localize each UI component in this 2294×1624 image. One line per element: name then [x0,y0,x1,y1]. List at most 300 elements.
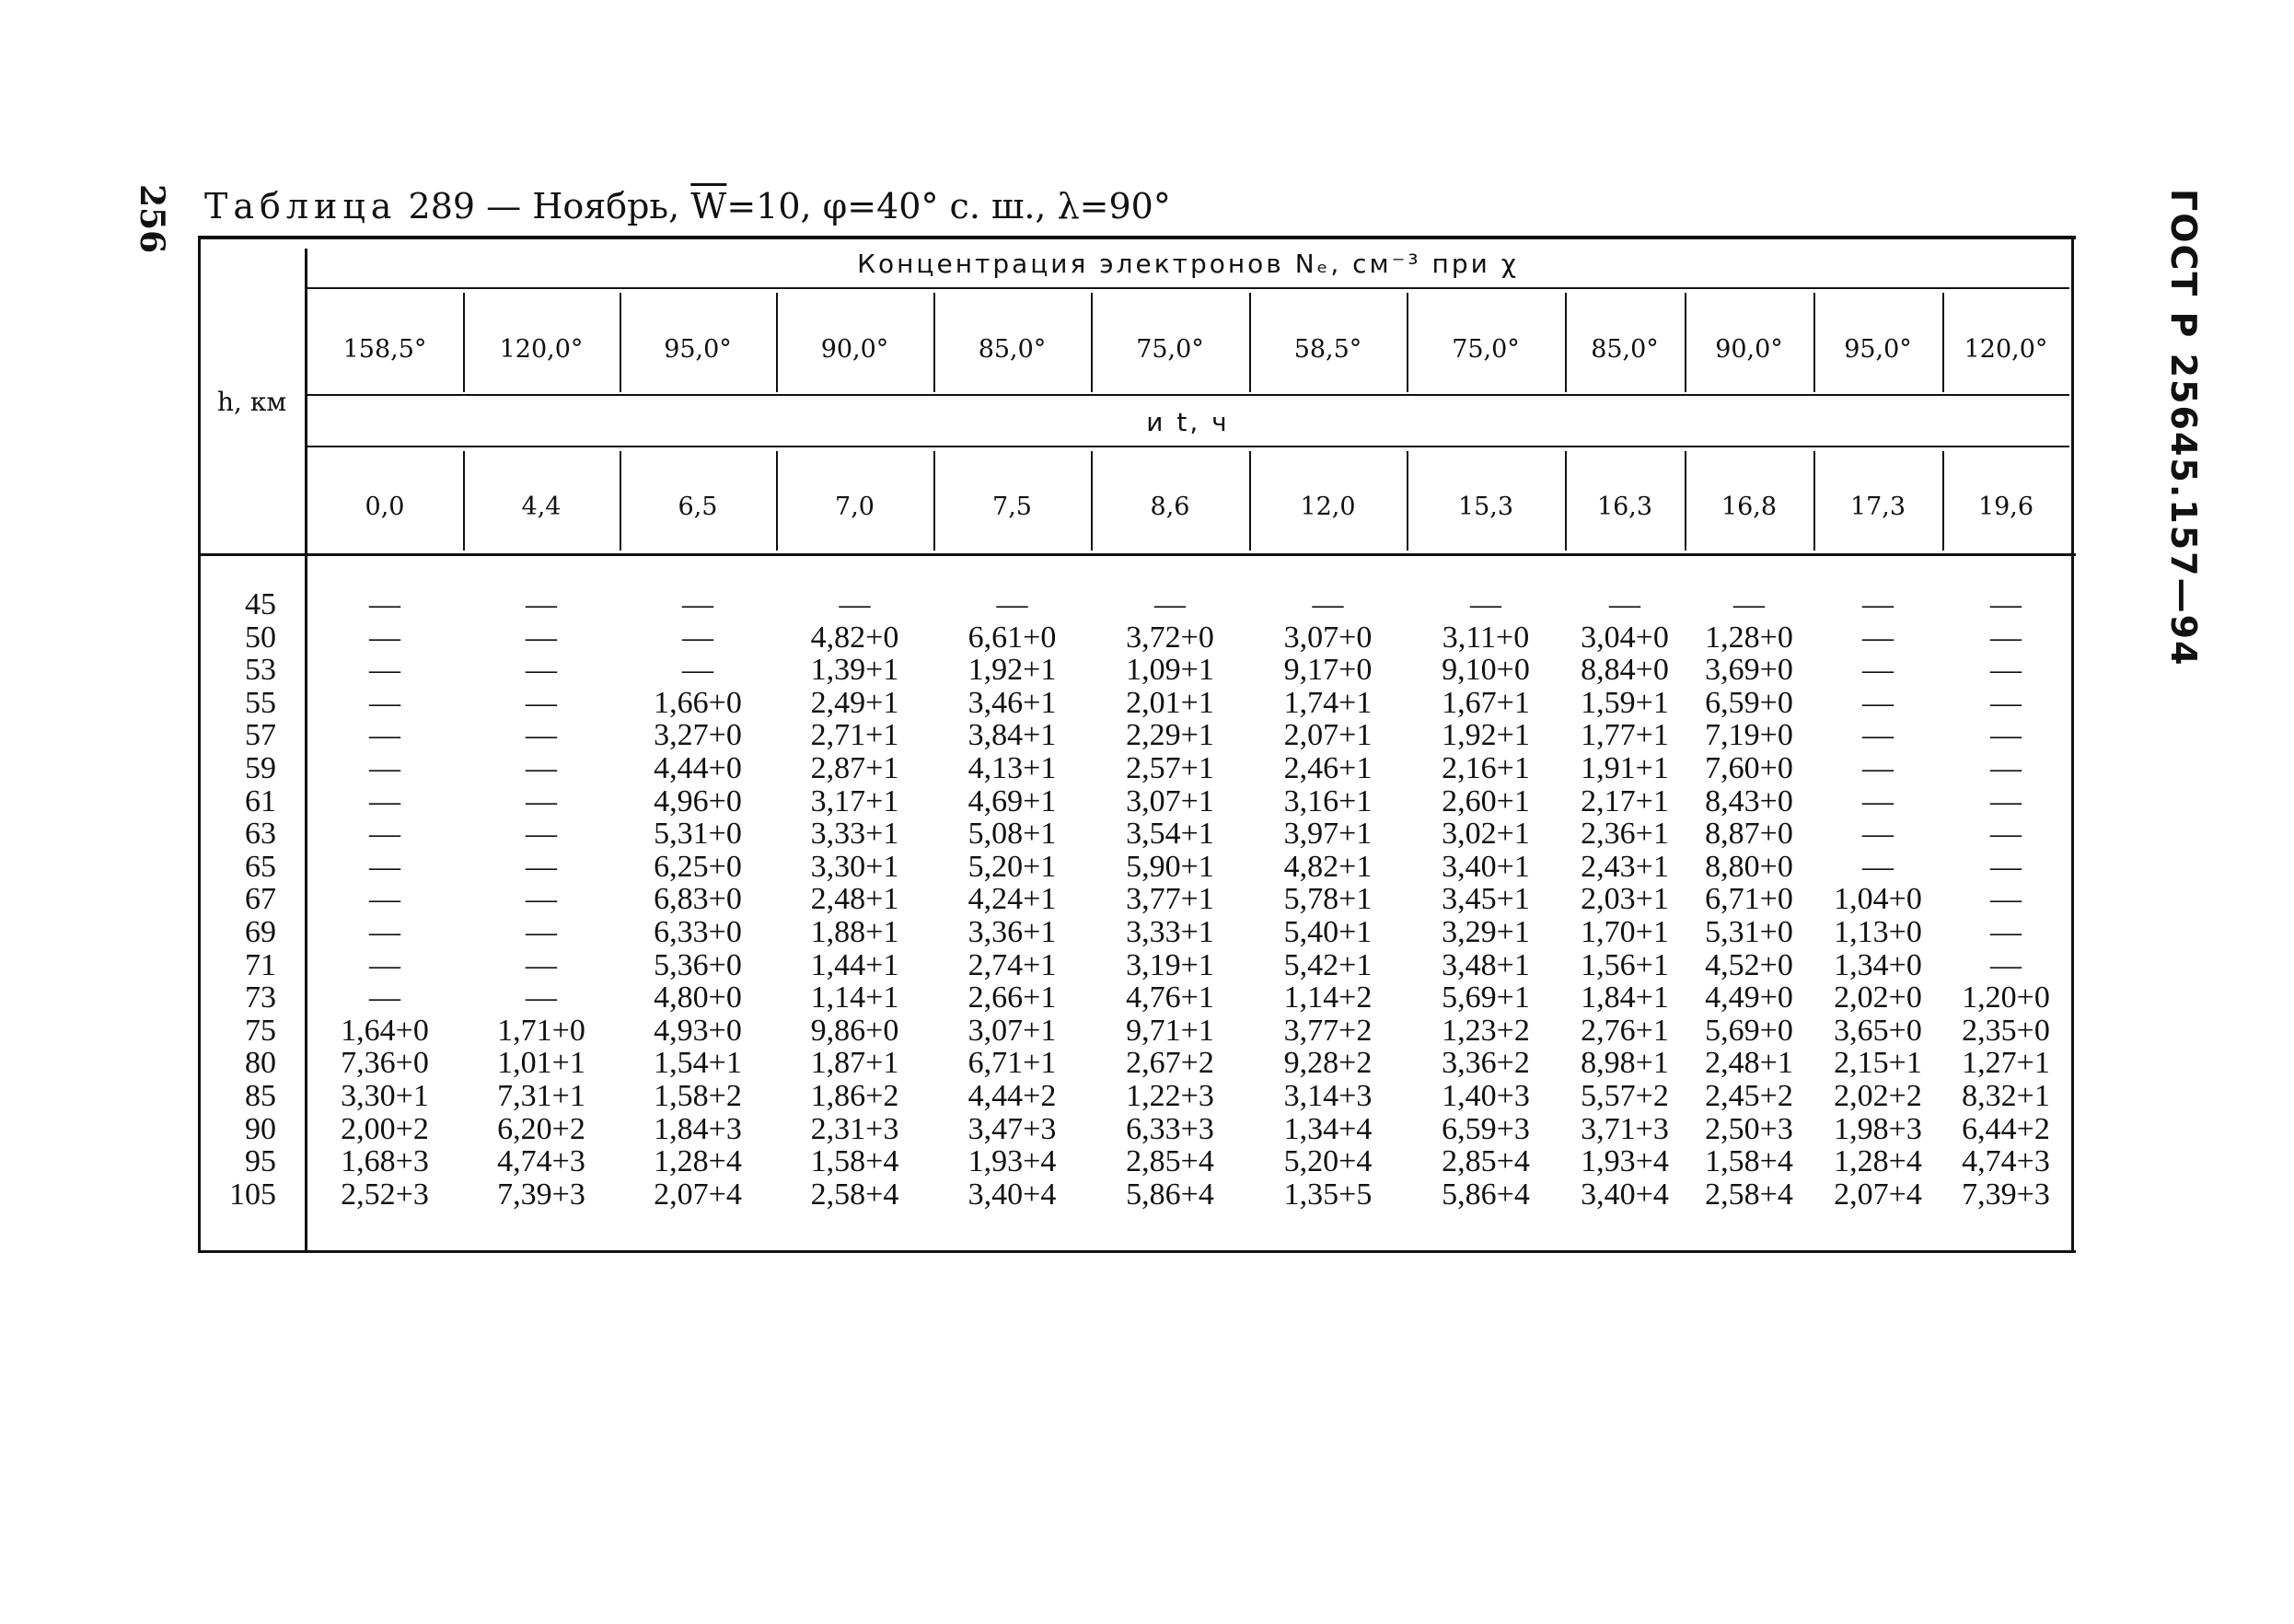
chi-header-cell: 95,0° [664,335,732,364]
value-cell: 2,49+1 [810,685,899,720]
t-header-cell: 7,0 [835,493,875,521]
value-cell: — [1312,587,1344,621]
value-cell: 1,04+0 [1834,882,1922,917]
value-cell: — [1862,620,1894,655]
value-cell: 2,50+3 [1705,1111,1793,1146]
value-cell: — [369,882,400,917]
value-cell: 5,31+0 [1705,915,1793,949]
value-cell: 3,07+1 [1126,783,1214,818]
value-cell: — [1470,587,1501,621]
value-cell: — [369,685,400,720]
value-cell: 2,35+0 [1962,1013,2050,1048]
value-cell: 2,58+4 [1705,1177,1793,1212]
value-cell: 1,28+4 [1834,1144,1922,1179]
value-cell: 6,25+0 [654,849,742,884]
value-cell: 1,54+1 [654,1046,742,1081]
value-cell: 3,30+1 [341,1079,429,1113]
t-header-cell: 4,4 [521,493,562,521]
chi-divider [776,293,778,392]
value-cell: 6,71+1 [967,1046,1057,1081]
height-cell: 63 [245,817,276,852]
value-cell: 5,90+1 [1126,849,1214,884]
value-cell: — [1990,882,2022,917]
chi-header-cell: 58,5° [1293,335,1362,364]
value-cell: 3,16+1 [1283,783,1373,818]
value-cell: 1,14+2 [1283,980,1373,1015]
value-cell: 1,44+1 [810,947,899,982]
value-cell: 5,36+0 [654,947,742,982]
value-cell: 8,80+0 [1705,849,1793,884]
t-header-cell: 19,6 [1977,493,2034,521]
value-cell: 3,48+1 [1442,947,1530,982]
value-cell: 5,31+0 [654,817,742,852]
value-cell: 3,77+2 [1283,1013,1373,1048]
t-divider [1407,451,1408,551]
chi-header-cell: 120,0° [499,335,584,364]
value-cell: — [682,620,713,655]
t-divider [933,451,935,551]
value-cell: 3,54+1 [1126,817,1214,852]
value-cell: 2,07+4 [654,1177,742,1212]
value-cell: 1,58+2 [654,1079,742,1113]
title-prefix: Таблица [204,186,398,226]
value-cell: — [1862,849,1894,884]
value-cell: 1,01+1 [497,1046,585,1081]
value-cell: 6,59+0 [1705,685,1793,720]
value-cell: 4,74+3 [497,1144,585,1179]
value-cell: 2,45+2 [1705,1079,1793,1113]
value-cell: 1,88+1 [810,915,899,949]
value-cell: — [526,882,557,917]
value-cell: 1,84+3 [654,1111,742,1146]
value-cell: 7,39+3 [497,1177,585,1212]
value-cell: 5,20+4 [1283,1144,1373,1179]
value-cell: 1,28+4 [654,1144,742,1179]
value-cell: 1,35+5 [1283,1177,1373,1212]
value-cell: — [1990,947,2022,982]
value-cell: 2,02+0 [1834,980,1922,1015]
value-cell: 8,84+0 [1581,653,1669,688]
height-cell: 73 [245,980,276,1015]
value-cell: 2,15+1 [1834,1046,1922,1081]
value-cell: 4,96+0 [654,783,742,818]
value-cell: — [682,587,713,621]
value-cell: 1,91+1 [1581,751,1669,785]
value-cell: — [369,620,400,655]
value-cell: 2,03+1 [1581,882,1669,917]
value-cell: 3,77+1 [1126,882,1214,917]
value-cell: — [369,783,400,818]
height-cell: 85 [245,1079,276,1113]
t-divider [1249,451,1251,551]
time-header: и t, ч [1146,407,1230,437]
value-cell: 6,83+0 [654,882,742,917]
height-cell: 71 [245,947,276,982]
value-cell: 3,45+1 [1442,882,1530,917]
value-cell: 7,39+3 [1962,1177,2050,1212]
value-cell: 2,31+3 [810,1111,899,1146]
value-cell: — [369,653,400,688]
value-cell: 3,29+1 [1442,915,1530,949]
height-cell: 65 [245,849,276,884]
value-cell: — [1990,587,2022,621]
value-cell: — [369,915,400,949]
header-bottom-rule [198,553,2076,556]
value-cell: — [839,587,871,621]
value-cell: 7,60+0 [1705,751,1793,785]
value-cell: — [682,653,713,688]
chi-divider [620,293,621,392]
value-cell: 3,72+0 [1126,620,1214,655]
t-header-cell: 16,3 [1596,493,1653,521]
value-cell: 1,56+1 [1581,947,1669,982]
value-cell: 3,33+1 [1126,915,1214,949]
value-cell: 4,82+1 [1283,849,1373,884]
value-cell: 2,01+1 [1126,685,1214,720]
title-after-w: =10, φ=40° с. ш., λ=90° [726,186,1171,226]
height-cell: 80 [245,1046,276,1081]
t-divider [620,451,621,551]
value-cell: 4,13+1 [967,751,1057,785]
value-cell: 1,59+1 [1581,685,1669,720]
value-cell: 2,43+1 [1581,849,1669,884]
t-header-cell: 7,5 [992,493,1032,521]
value-cell: 4,24+1 [967,882,1057,917]
chi-header-cell: 90,0° [1715,335,1783,364]
value-cell: 3,07+0 [1283,620,1373,655]
value-cell: 2,00+2 [341,1111,429,1146]
value-cell: 3,71+3 [1581,1111,1669,1146]
value-cell: 6,20+2 [497,1111,585,1146]
value-cell: 2,46+1 [1283,751,1373,785]
value-cell: 1,13+0 [1834,915,1922,949]
value-cell: — [1990,751,2022,785]
value-cell: — [1862,817,1894,852]
t-divider [1813,451,1815,551]
value-cell: 2,66+1 [967,980,1057,1015]
value-cell: 3,36+2 [1442,1046,1530,1081]
value-cell: — [526,783,557,818]
height-cell: 61 [245,783,276,818]
value-cell: 1,67+1 [1442,685,1530,720]
concentration-underline [307,287,2069,289]
value-cell: — [369,751,400,785]
value-cell: 3,27+0 [654,718,742,753]
value-cell: 8,87+0 [1705,817,1793,852]
value-cell: 6,61+0 [967,620,1057,655]
height-cell: 67 [245,882,276,917]
left-rule [198,238,201,1252]
value-cell: — [526,587,557,621]
value-cell: — [369,849,400,884]
value-cell: — [526,915,557,949]
value-cell: 1,58+4 [810,1144,899,1179]
height-cell: 57 [245,718,276,753]
chi-row-underline [307,394,2069,396]
t-header-cell: 6,5 [678,493,718,521]
title-w-symbol: $\overline{W}$ [690,186,727,226]
value-cell: 1,68+3 [341,1144,429,1179]
height-cell: 90 [245,1111,276,1146]
chi-header-cell: 85,0° [978,335,1047,364]
height-column-header: h, км [217,387,287,417]
value-cell: 1,74+1 [1283,685,1373,720]
t-header-cell: 16,8 [1720,493,1778,521]
value-cell: 9,17+0 [1283,653,1373,688]
height-cell: 59 [245,751,276,785]
value-cell: 1,92+1 [967,653,1057,688]
value-cell: 5,08+1 [967,817,1057,852]
chi-divider [1685,293,1686,392]
value-cell: 5,42+1 [1283,947,1373,982]
t-divider [1091,451,1093,551]
value-cell: — [1862,587,1894,621]
value-cell: 8,32+1 [1962,1079,2050,1113]
value-cell: 1,98+3 [1834,1111,1922,1146]
chi-divider [1407,293,1408,392]
value-cell: — [369,718,400,753]
value-cell: — [526,751,557,785]
t-divider [1685,451,1686,551]
value-cell: 3,65+0 [1834,1013,1922,1048]
value-cell: 3,30+1 [810,849,899,884]
value-cell: 3,07+1 [967,1013,1057,1048]
value-cell: 3,33+1 [810,817,899,852]
document-code: ГОСТ Р 25645.157—94 [2163,189,2204,667]
value-cell: 3,40+4 [1581,1177,1669,1212]
value-cell: — [1154,587,1186,621]
value-cell: 3,19+1 [1126,947,1214,982]
value-cell: 1,34+4 [1283,1111,1373,1146]
value-cell: 4,44+2 [967,1079,1057,1113]
page-number: 256 [133,184,171,254]
value-cell: 3,69+0 [1705,653,1793,688]
value-cell: 1,23+2 [1442,1013,1530,1048]
t-divider [463,451,465,551]
value-cell: 2,85+4 [1126,1144,1214,1179]
value-cell: 2,17+1 [1581,783,1669,818]
value-cell: 4,52+0 [1705,947,1793,982]
chi-divider [463,293,465,392]
height-cell: 105 [229,1177,276,1212]
value-cell: 2,07+1 [1283,718,1373,753]
value-cell: 3,47+3 [967,1111,1057,1146]
value-cell: 5,20+1 [967,849,1057,884]
value-cell: 2,36+1 [1581,817,1669,852]
value-cell: 1,34+0 [1834,947,1922,982]
value-cell: 1,14+1 [810,980,899,1015]
value-cell: 3,40+4 [967,1177,1057,1212]
chi-divider [1942,293,1944,392]
value-cell: 2,71+1 [810,718,899,753]
value-cell: — [369,980,400,1015]
value-cell: 1,87+1 [810,1046,899,1081]
value-cell: 3,02+1 [1442,817,1530,852]
value-cell: — [526,685,557,720]
value-cell: 4,82+0 [810,620,899,655]
chi-divider [1565,293,1567,392]
value-cell: 1,86+2 [810,1079,899,1113]
value-cell: — [1990,783,2022,818]
title-before-w: 289 — Ноябрь, [408,186,691,226]
value-cell: 3,04+0 [1581,620,1669,655]
value-cell: 1,20+0 [1962,980,2050,1015]
value-cell: 1,64+0 [341,1013,429,1048]
value-cell: 5,40+1 [1283,915,1373,949]
t-header-cell: 17,3 [1849,493,1906,521]
value-cell: — [1990,685,2022,720]
value-cell: 3,17+1 [810,783,899,818]
value-cell: 3,84+1 [967,718,1057,753]
value-cell: 2,60+1 [1442,783,1530,818]
value-cell: 1,70+1 [1581,915,1669,949]
value-cell: 1,58+4 [1705,1144,1793,1179]
chi-header-cell: 95,0° [1844,335,1912,364]
value-cell: 6,71+0 [1705,882,1793,917]
value-cell: 6,59+3 [1442,1111,1530,1146]
value-cell: 1,27+1 [1962,1046,2050,1081]
value-cell: 5,78+1 [1283,882,1373,917]
value-cell: — [1990,718,2022,753]
value-cell: — [526,947,557,982]
value-cell: — [526,980,557,1015]
value-cell: 6,33+3 [1126,1111,1214,1146]
value-cell: — [1862,751,1894,785]
chi-header-cell: 158,5° [342,335,427,364]
t-header-cell: 12,0 [1300,493,1356,521]
chi-header-cell: 85,0° [1591,335,1659,364]
value-cell: — [526,718,557,753]
chi-divider [933,293,935,392]
height-column-rule [305,249,307,1252]
value-cell: 5,57+2 [1581,1079,1669,1113]
value-cell: — [526,817,557,852]
t-divider [1942,451,1944,551]
height-cell: 75 [245,1013,276,1048]
value-cell: 1,84+1 [1581,980,1669,1015]
value-cell: 1,22+3 [1126,1079,1214,1113]
value-cell: — [369,587,400,621]
value-cell: 2,29+1 [1126,718,1214,753]
value-cell: 6,44+2 [1962,1111,2050,1146]
value-cell: 4,93+0 [654,1013,742,1048]
chi-divider [1813,293,1815,392]
value-cell: — [1609,587,1640,621]
value-cell: 3,14+3 [1283,1079,1373,1113]
value-cell: 3,46+1 [967,685,1057,720]
value-cell: 2,52+3 [341,1177,429,1212]
time-label-underline [307,446,2069,447]
height-cell: 55 [245,685,276,720]
value-cell: 4,80+0 [654,980,742,1015]
value-cell: 3,11+0 [1442,620,1530,655]
table-title [204,186,1171,226]
height-cell: 95 [245,1144,276,1179]
value-cell: 5,69+0 [1705,1013,1793,1048]
right-rule [2071,238,2074,1252]
t-header-cell: 8,6 [1150,493,1190,521]
t-divider [776,451,778,551]
top-rule [198,236,2076,239]
bottom-rule [198,1250,2076,1253]
chi-header-cell: 75,0° [1452,335,1520,364]
value-cell: 1,39+1 [810,653,899,688]
value-cell: 1,28+0 [1705,620,1793,655]
chi-header-cell: 120,0° [1964,335,2048,364]
value-cell: 7,36+0 [341,1046,429,1081]
value-cell: 1,40+3 [1442,1079,1530,1113]
value-cell: 4,69+1 [967,783,1057,818]
value-cell: 2,02+2 [1834,1079,1922,1113]
value-cell: — [1990,817,2022,852]
value-cell: 1,77+1 [1581,718,1669,753]
value-cell: 2,85+4 [1442,1144,1530,1179]
value-cell: — [1862,718,1894,753]
value-cell: 8,43+0 [1705,783,1793,818]
height-cell: 69 [245,915,276,949]
value-cell: 2,07+4 [1834,1177,1922,1212]
value-cell: 2,48+1 [810,882,899,917]
value-cell: 2,16+1 [1442,751,1530,785]
t-header-cell: 0,0 [365,493,405,521]
chi-header-cell: 90,0° [820,335,889,364]
value-cell: 1,09+1 [1126,653,1214,688]
value-cell: 9,71+1 [1126,1013,1214,1048]
value-cell: 1,71+0 [497,1013,585,1048]
value-cell: 2,67+2 [1126,1046,1214,1081]
value-cell: 9,10+0 [1442,653,1530,688]
value-cell: — [1990,653,2022,688]
value-cell: 2,74+1 [967,947,1057,982]
value-cell: 2,57+1 [1126,751,1214,785]
value-cell: 3,40+1 [1442,849,1530,884]
chi-header-cell: 75,0° [1136,335,1204,364]
value-cell: 2,87+1 [810,751,899,785]
value-cell: 9,86+0 [810,1013,899,1048]
concentration-header: Концентрация электронов Nₑ, см⁻³ при χ [857,249,1519,279]
value-cell: 3,36+1 [967,915,1057,949]
height-cell: 50 [245,620,276,655]
value-cell: 1,66+0 [654,685,742,720]
value-cell: — [1862,685,1894,720]
value-cell: 3,97+1 [1283,817,1373,852]
value-cell: — [369,947,400,982]
value-cell: — [996,587,1028,621]
value-cell: 4,74+3 [1962,1144,2050,1179]
value-cell: 1,93+4 [967,1144,1057,1179]
value-cell: — [526,849,557,884]
value-cell: — [1990,620,2022,655]
t-header-cell: 15,3 [1457,493,1514,521]
chi-divider [1091,293,1093,392]
value-cell: 9,28+2 [1283,1046,1373,1081]
value-cell: 5,86+4 [1126,1177,1214,1212]
t-divider [1565,451,1567,551]
value-cell: 4,49+0 [1705,980,1793,1015]
value-cell: 1,93+4 [1581,1144,1669,1179]
value-cell: — [1733,587,1765,621]
value-cell: 7,19+0 [1705,718,1793,753]
value-cell: 2,48+1 [1705,1046,1793,1081]
value-cell: — [1990,849,2022,884]
value-cell: — [1862,653,1894,688]
value-cell: 8,98+1 [1581,1046,1669,1081]
value-cell: — [526,653,557,688]
value-cell: 1,92+1 [1442,718,1530,753]
value-cell: 5,69+1 [1442,980,1530,1015]
value-cell: — [526,620,557,655]
value-cell: — [369,817,400,852]
